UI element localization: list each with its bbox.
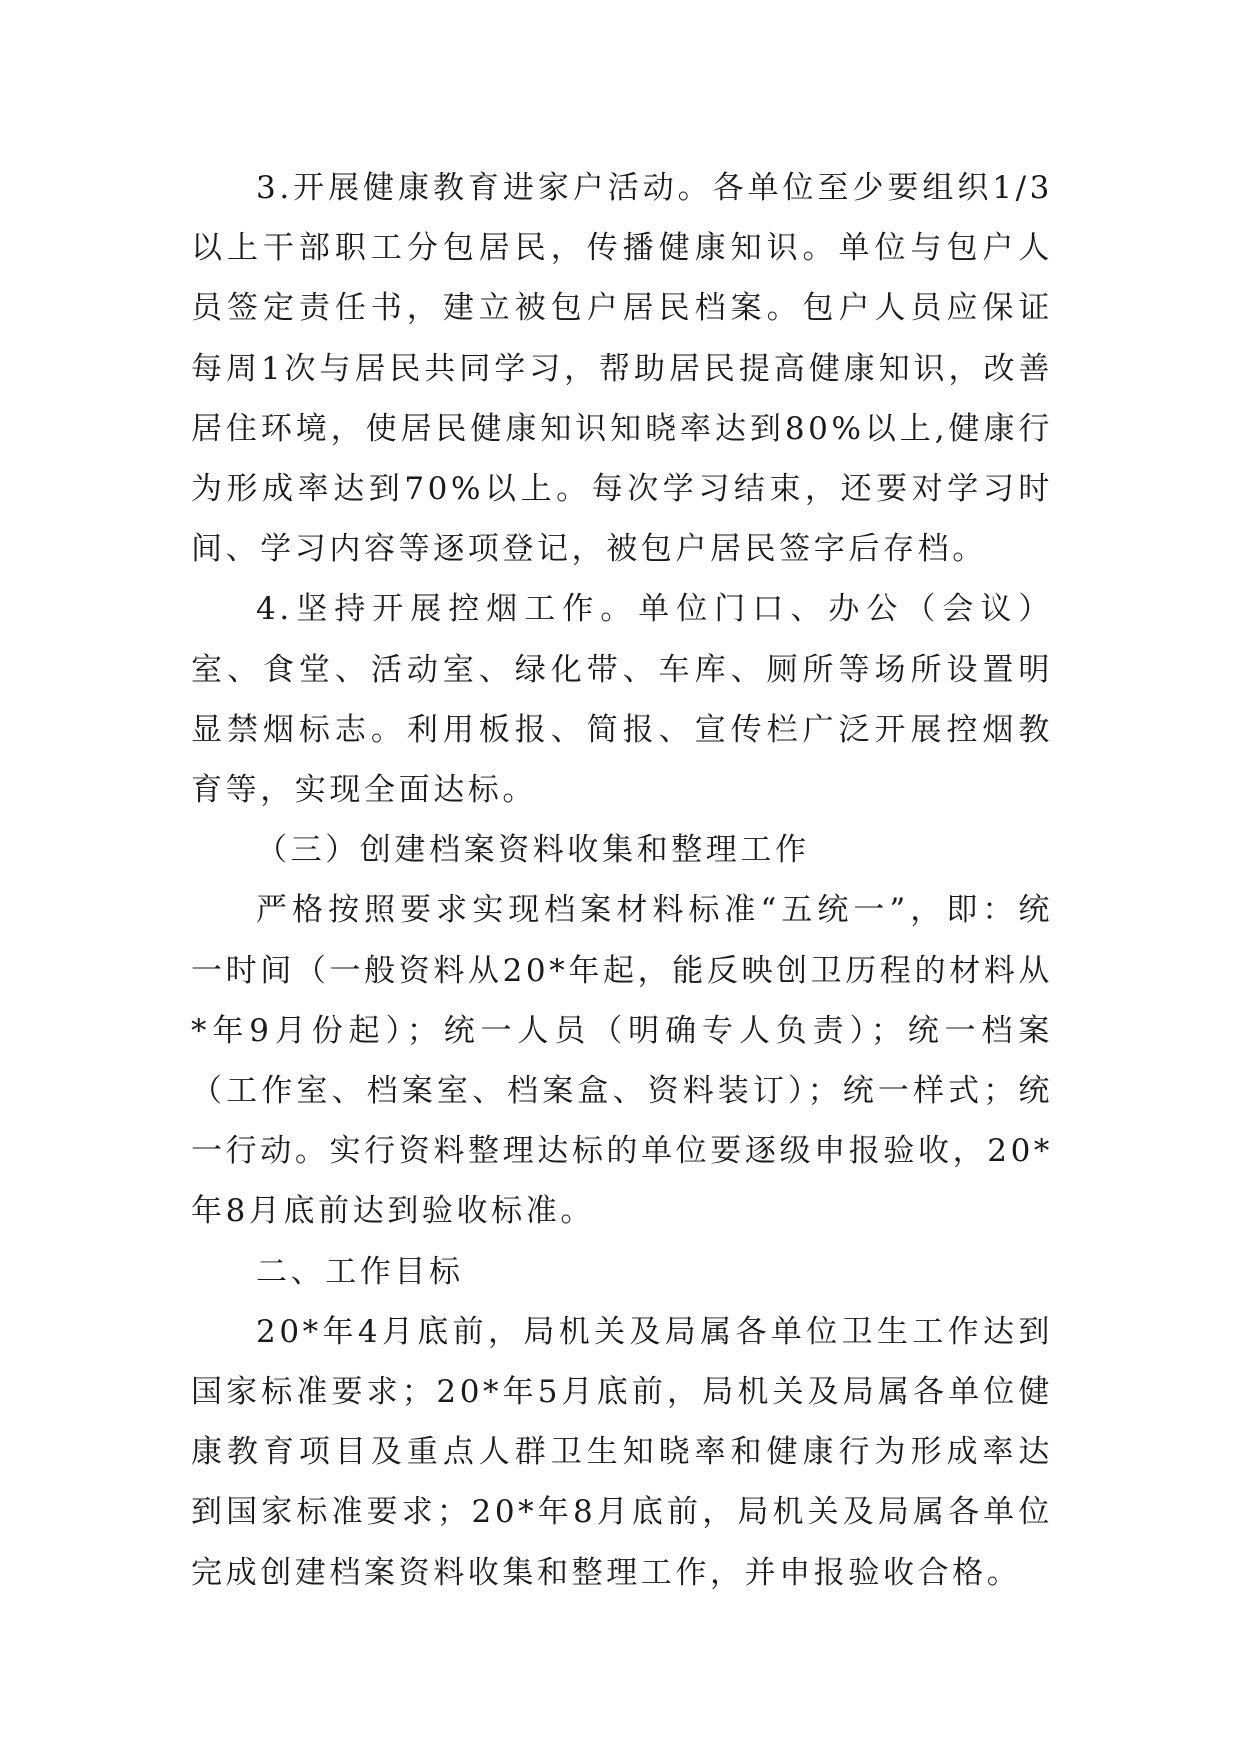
paragraph-item-4: 4.坚持开展控烟工作。单位门口、办公（会议）室、食堂、活动室、绿化带、车库、厕所等场所设置明显禁烟标志。利用板报、简报、宣传栏广泛开展控烟教育等，实现全面达标。 [191,591,1053,809]
section-heading-work-goals: 二、工作目标 [256,1253,464,1290]
section-subheading-archives: （三）创建档案资料收集和整理工作 [256,832,810,869]
paragraph-item-3: 3.开展健康教育进家户活动。各单位至少要组织1/3以上干部职工分包居民，传播健康知识。单位与包户人员签定责任书，建立被包户居民档案。包户人员应保证每周1次与居民共同学习，帮助居民提高健康知识，改善居住环境，使居民健康知识知晓率达到80%以上,健康行为形成率达到70%以上。每次学习结束，还要对学习时间、学习内容等逐项登记，被包户居民签字后存档。 [191,170,1053,568]
paragraph-goals: 20*年4月底前，局机关及局属各单位卫生工作达到国家标准要求；20*年5月底前，局机关及局属各单位健康教育项目及重点人群卫生知晓率和健康行为形成率达到国家标准要求；20*年8月底前，局机关及局属各单位完成创建档案资料收集和整理工作，并申报验收合格。 [191,1313,1053,1591]
paragraph-archive-standard: 严格按照要求实现档案材料标准“五统一”，即：统一时间（一般资料从20*年起，能反映创卫历程的材料从*年9月份起）；统一人员（明确专人负责）；统一档案（工作室、档案室、档案盒、资料装订）；统一样式；统一行动。实行资料整理达标的单位要逐级申报验收，20*年8月底前达到验收标准。 [191,892,1053,1230]
document-body [191,158,1053,1603]
